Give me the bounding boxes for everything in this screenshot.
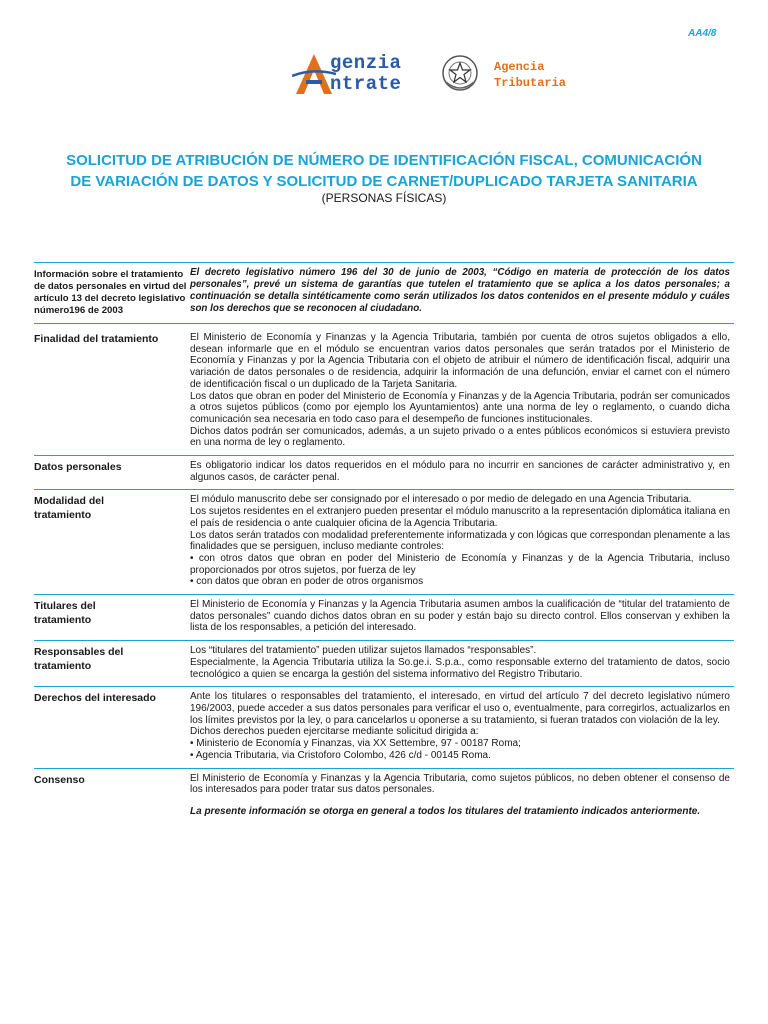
- bullet-item: • Ministerio de Economía y Finanzas, via XX Settembre, 97 - 00187 Roma;: [190, 738, 521, 750]
- document-subtitle: (PERSONAS FÍSICAS): [321, 191, 447, 205]
- section-text: [190, 773, 730, 818]
- bullet-item: • con datos que obran en poder de otros organismos: [190, 576, 424, 588]
- section-datos-personales: [34, 455, 734, 489]
- paragraph: Los “titulares del tratamiento” pueden utilizar sujetos llamados “responsables”.: [190, 645, 537, 657]
- paragraph: Dichos datos podrán ser comunicados, además, a un sujeto privado o a entes públicos económicos si estuviera previsto en una norma de ley o reglamento.: [190, 425, 730, 449]
- section-label: Datos personales: [34, 461, 122, 474]
- agencia-label: Agencia: [494, 60, 545, 74]
- form-code: AA4/8: [688, 28, 717, 39]
- section-titulares: [34, 594, 734, 640]
- privacy-info-table: [34, 262, 734, 824]
- paragraph: Los datos que obran en poder del Ministerio de Economía y Finanzas y de la Agencia Tributaria, podrán ser comunicados a otros sujetos públicos (como por ejemplo los Ayuntamientos) ante una norma de ley o reglamento, o cuando dicha comunicación sea necesaria en todo caso para el desempeño de funciones institucionales.: [190, 390, 730, 425]
- logo-line2: ntrate: [330, 73, 402, 95]
- republic-emblem-icon: [440, 52, 480, 94]
- section-text: [190, 460, 730, 483]
- section-text: [190, 267, 730, 317]
- paragraph: El decreto legislativo número 196 del 30 de junio de 2003, “Código en materia de protección de los datos personales”, prevé un sistema de garantías que tutelen el tratamiento que se aplica a los datos personales; a continuación se detalla sintéticamente como serán utilizados los datos contenidos en el presente módulo y cuáles son los derechos que se reconocen al ciudadano.: [190, 267, 730, 314]
- section-text: [190, 332, 730, 449]
- section-derechos: [34, 686, 734, 767]
- paragraph: Los datos serán tratados con modalidad preferentemente informatizada y con lógicas que correspondan plenamente a las finalidades que se persiguen, incluso mediante controles:: [190, 529, 730, 553]
- bullet-item: • con otros datos que obran en poder del Ministerio de Economía y Finanzas y de la Agencia Tributaria, incluso proporcionados por otros sujetos, por fuerza de ley: [190, 552, 730, 576]
- agenzia-entrate-logo: [292, 44, 592, 104]
- section-text: [190, 645, 730, 680]
- paragraph: El módulo manuscrito debe ser consignado por el interesado o por medio de delegado en una Agencia Tributaria.: [190, 494, 692, 506]
- section-modalidad: [34, 489, 734, 594]
- section-intro: [34, 262, 734, 323]
- section-label: Derechos del interesado: [34, 692, 156, 705]
- section-label: Finalidad del tratamiento: [34, 333, 159, 345]
- title-line-1: SOLICITUD DE ATRIBUCIÓN DE NÚMERO DE IDENTIFICACIÓN FISCAL, COMUNICACIÓN: [66, 152, 702, 169]
- section-label: Información sobre el tratamiento de datos personales en virtud del artículo 13 del decreto legislativo número196 de 2003: [34, 269, 187, 316]
- paragraph: El Ministerio de Economía y Finanzas y la Agencia Tributaria asumen ambos la cualificación de “titular del tratamiento de datos personales” cuando dichos datos obran en su poder y están bajo su directo control. Ellos conservan y exhiben la lista de los responsables, a petición del interesado.: [190, 599, 730, 634]
- section-text: [190, 494, 730, 588]
- section-responsables: [34, 640, 734, 686]
- logo-line1: genzia: [330, 52, 402, 74]
- paragraph: El Ministerio de Economía y Finanzas y la Agencia Tributaria, como sujetos públicos, no deben obtener el consenso de los interesados para poder tratar sus datos personales.: [190, 772, 730, 796]
- section-label: Modalidad del tratamiento: [34, 495, 105, 522]
- paragraph: Los sujetos residentes en el extranjero pueden presentar el módulo manuscrito a la representación diplomática italiana en el país de residencia o ante cualquier oficina de la Agencia Tributaria.: [190, 506, 730, 529]
- document-title: [30, 150, 738, 192]
- section-finalidad: [34, 323, 734, 455]
- section-text: [190, 599, 730, 634]
- paragraph: Dichos derechos pueden ejercitarse mediante solicitud dirigida a:: [190, 726, 479, 738]
- section-label: Responsables del tratamiento: [34, 646, 124, 673]
- bullet-item: • Agencia Tributaria, via Cristoforo Colombo, 426 c/d - 00145 Roma.: [190, 749, 491, 761]
- tributaria-label: Tributaria: [494, 76, 567, 90]
- paragraph: Especialmente, la Agencia Tributaria utiliza la So.ge.i. S.p.a., como responsable externo del tratamiento de datos, socio tecnológico a quien se encarga la gestión del sistema informativo del Registro Tributario.: [190, 656, 730, 680]
- section-text: [190, 691, 730, 761]
- section-label: Consenso: [34, 773, 85, 786]
- section-label: Titulares del tratamiento: [34, 600, 96, 627]
- section-consenso: [34, 768, 734, 824]
- paragraph: Es obligatorio indicar los datos requeridos en el módulo para no incurrir en sanciones de carácter administrativo y, en algunos casos, de carácter penal.: [190, 460, 730, 483]
- paragraph: Ante los titulares o responsables del tratamiento, el interesado, en virtud del artículo 7 del decreto legislativo número 196/2003, puede acceder a sus datos personales para verificar el uso o, eventualmente, para corregirlos, actualizarlos en los límites previstos por la ley, o para cancelarlos u oponerse a su tratamiento, si fueran tratados con violación de la ley.: [190, 691, 730, 726]
- closing-statement: La presente información se otorga en general a todos los titulares del tratamiento indicados anteriormente.: [190, 805, 701, 817]
- paragraph: El Ministerio de Economía y Finanzas y la Agencia Tributaria, también por cuenta de otros sujetos obligados a ello, desean informarle que en el módulo se encuentran varios datos personales que serán tratados por el Ministerio de Economía y Finanzas y por la Agencia Tributaria con el objeto de atribuir el número de identificación fiscal, adquirir una variación de datos personales o de residencia, adquirir la información de una defunción, enviar el carnet con el número de identificación fiscal o un duplicado de la Tarjeta Sanitaria.: [190, 332, 730, 390]
- title-line-2: DE VARIACIÓN DE DATOS Y SOLICITUD DE CARNET/DUPLICADO TARJETA SANITARIA: [70, 173, 698, 190]
